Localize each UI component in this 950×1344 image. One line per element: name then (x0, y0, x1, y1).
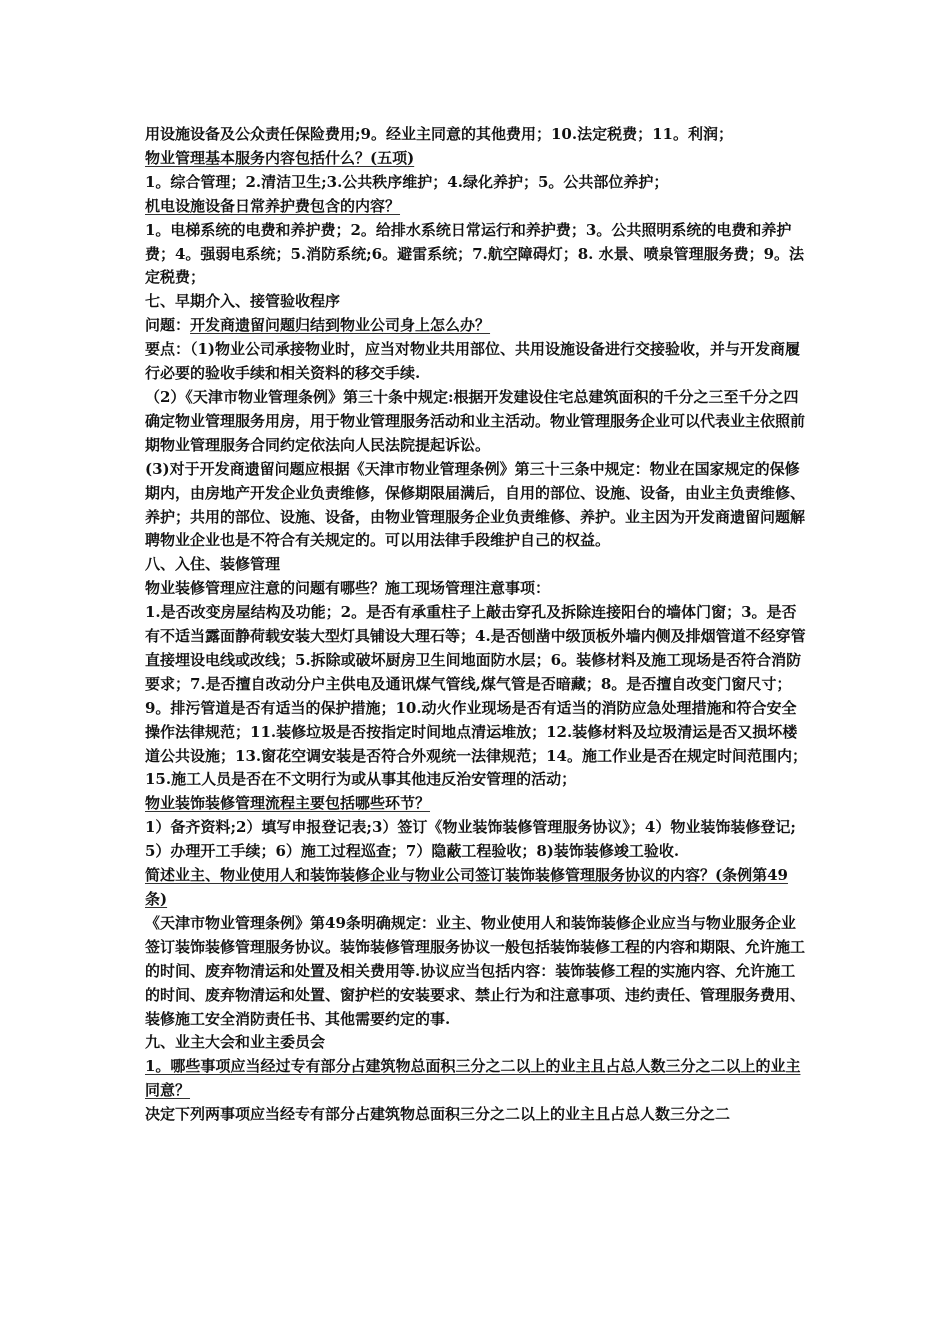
question-heading (145, 792, 810, 816)
paragraph: (3)对于开发商遗留问题应根据《天津市物业管理条例》第三十三条中规定：物业在国家规定的保修期内，由房地产开发企业负责维修，保修期限届满后，自用的部位、设施、设备，由业主负责维修、养护；共用的部位、设施、设备，由物业管理服务企业负责维修、养护。业主因为开发商遗留问题解聘物业企业也是不符合有关规定的。可以用法律手段维护自己的权益。 (145, 459, 806, 550)
paragraph: 用设施设备及公众责任保险费用;9。经业主同意的其他费用；10.法定税费；11。利润； (145, 125, 733, 143)
paragraph: 1。综合管理；2.清洁卫生;3.公共秩序维护；4.绿化养护；5。公共部位养护； (145, 172, 669, 191)
paragraph: 《天津市物业管理条例》第49条明确规定：业主、物业使用人和装饰装修企业应当与物业服务企业签订装饰装修管理服务协议。装饰装修管理服务协议一般包括装饰装修工程的内容和期限、允许施工的时间、废弃物清运和处置及相关费用等.协议应当包括内容：装饰装修工程的实施内容、允许施工的时间、废弃物清运和处置、窗护栏的安装要求、禁止行为和注意事项、违约责任、管理服务费用、装修施工安全消防责任书、其他需要约定的事. (145, 913, 806, 1028)
paragraph: 七、早期介入、接管验收程序 (145, 292, 341, 311)
question-heading (145, 314, 810, 338)
paragraph: 1.是否改变房屋结构及功能；2。是否有承重柱子上敲击穿孔及拆除连接阳台的墙体门窗；3。是否有不适当露面静荷载安装大型灯具铺设大理石等；4.是否刨凿中级顶板外墙内侧及排烟管道不经穿管直接埋设电线或改线；5.拆除或破坏厨房卫生间地面防水层；6。装修材料及施工现场是否符合消防要求；7.是否擅自改动分户主供电及通讯煤气管线,煤气管是否暗藏；8。是否擅自改变门窗尺寸；9。排污管道是否有适当的保护措施；10.动火作业现场是否有适当的消防应急处理措施和符合安全操作法律规范；11.装修垃圾是否按指定时间地点清运堆放；12.装修材料及垃圾清运是否又损坏楼道公共设施；13.窗花空调安装是否符合外观统一法律规范；14。施工作业是否在规定时间范围内；15.施工人员是否在不文明行为或从事其他违反治安管理的活动； (145, 603, 807, 789)
paragraph: 物业装修管理应注意的问题有哪些？施工现场管理注意事项： (145, 579, 551, 598)
question-heading (145, 864, 810, 912)
paragraph: 1）备齐资料;2）填写申报登记表;3）签订《物业装饰装修管理服务协议》；4）物业装饰装修登记;5）办理开工手续；6）施工过程巡查；7）隐蔽工程验收；8)装饰装修竣工验收. (145, 818, 796, 861)
paragraph: 九、业主大会和业主委员会 (145, 1033, 326, 1052)
question-text: 物业装饰装修管理流程主要包括哪些环节？ (145, 794, 431, 813)
paragraph: 八、入住、装修管理 (145, 555, 281, 574)
document-body (145, 123, 810, 1127)
question-heading (145, 1055, 810, 1103)
question-text: 1。哪些事项应当经过专有部分占建筑物总面积三分之二以上的业主且占总人数三分之二以上的业主同意？ (145, 1057, 801, 1100)
question-text: 机电设施设备日常养护费包含的内容？ (145, 196, 401, 215)
question-prefix: 问题： (145, 316, 191, 335)
paragraph: 决定下列两事项应当经专有部分占建筑物总面积三分之二以上的业主且占总人数三分之二 (145, 1105, 731, 1124)
paragraph: 要点：（1)物业公司承接物业时，应当对物业共用部位、共用设施设备进行交接验收，并与开发商履行必要的验收手续和相关资料的移交手续. (145, 340, 801, 383)
question-text: 简述业主、物业使用人和装饰装修企业与物业公司签订装饰装修管理服务协议的内容？(条例第49条) (145, 866, 788, 908)
paragraph: 1。电梯系统的电费和养护费；2。给排水系统日常运行和养护费；3。公共照明系统的电费和养护费；4。强弱电系统；5.消防系统;6。避雷系统；7.航空障碍灯；8. 水景、喷泉管理服务费；9。法定税费； (145, 220, 805, 287)
question-heading (145, 195, 810, 219)
question-text: 物业管理基本服务内容包括什么？(五项) (145, 148, 415, 167)
question-heading (145, 147, 810, 171)
paragraph: （2）《天津市物业管理条例》第三十条中规定:根据开发建设住宅总建筑面积的千分之三至千分之四确定物业管理服务用房，用于物业管理服务活动和业主活动。物业管理服务企业可以代表业主依照前期物业管理服务合同约定依法向人民法院提起诉讼。 (145, 387, 806, 454)
question-text: 开发商遗留问题归结到物业公司身上怎么办？ (190, 316, 491, 335)
